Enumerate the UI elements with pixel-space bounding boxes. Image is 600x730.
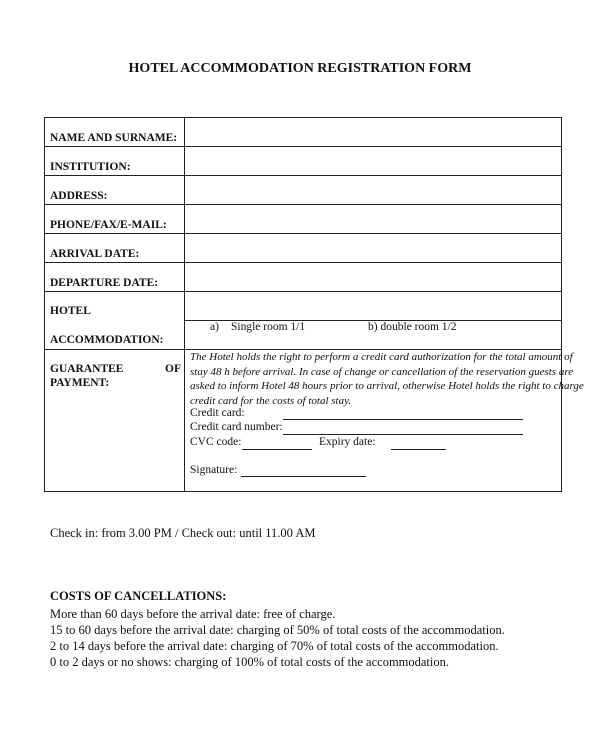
cancellation-item: More than 60 days before the arrival date: free of charge. [50,607,336,621]
row-divider [45,204,561,205]
row-divider [45,262,561,263]
row-divider [45,175,561,176]
terms-line: stay 48 h before arrival. In case of change or cancellation of the reservation guests are [190,365,574,378]
credit-card-label: Credit card: [190,407,245,419]
terms-line: The Hotel holds the right to perform a credit card authorization for the total amount of [190,351,573,363]
signature-label: Signature: [190,464,238,476]
institution-label: INSTITUTION: [50,161,131,173]
expiry-field[interactable] [391,449,446,450]
cancellation-item: 0 to 2 days or no shows: charging of 100% of total costs of the accommodation. [50,655,450,669]
row-divider [45,291,561,292]
departure-label: DEPARTURE DATE: [50,277,159,289]
arrival-label: ARRIVAL DATE: [50,248,140,260]
address-label: ADDRESS: [50,190,108,202]
form-title: HOTEL ACCOMMODATION REGISTRATION FORM [128,61,472,76]
cancellation-item: 2 to 14 days before the arrival date: charging of 70% of total costs of the accommodation. [50,639,499,653]
phone-label: PHONE/FAX/E-MAIL: [50,219,167,231]
payment-label: PAYMENT: [50,377,110,389]
cancellations-list [50,606,505,670]
terms-line: credit card for the costs of total stay. [190,394,352,407]
option-double-room[interactable]: b) double room 1/2 [368,321,457,333]
card-number-field[interactable] [283,434,523,435]
option-single-room[interactable]: Single room 1/1 [231,321,306,333]
row-divider [45,146,561,147]
registration-table [44,117,584,492]
signature-field[interactable] [241,476,366,477]
cancellation-item: 15 to 60 days before the arrival date: charging of 50% of total costs of the accommodation. [50,623,505,637]
expiry-label: Expiry date: [319,436,376,448]
terms-line: asked to inform Hotel 48 hours prior to arrival, otherwise Hotel holds the right to charge [190,380,584,392]
guarantee-terms [190,350,584,408]
cancellations-heading: COSTS OF CANCELLATIONS: [50,589,227,603]
row-divider [45,233,561,234]
guarantee-of-label: OF [165,363,181,375]
accommodation-label: ACCOMMODATION: [50,334,164,346]
guarantee-label: GUARANTEE [50,363,124,375]
name-label: NAME AND SURNAME: [50,132,178,144]
cvc-label: CVC code: [190,436,242,448]
card-number-label: Credit card number: [190,421,283,433]
checkin-info: Check in: from 3.00 PM / Check out: until 11.00 AM [50,526,316,540]
credit-card-field[interactable] [283,419,523,420]
column-divider [184,118,185,491]
cvc-field[interactable] [242,449,312,450]
hotel-label: HOTEL [50,305,91,317]
option-a-marker: a) [210,321,219,333]
